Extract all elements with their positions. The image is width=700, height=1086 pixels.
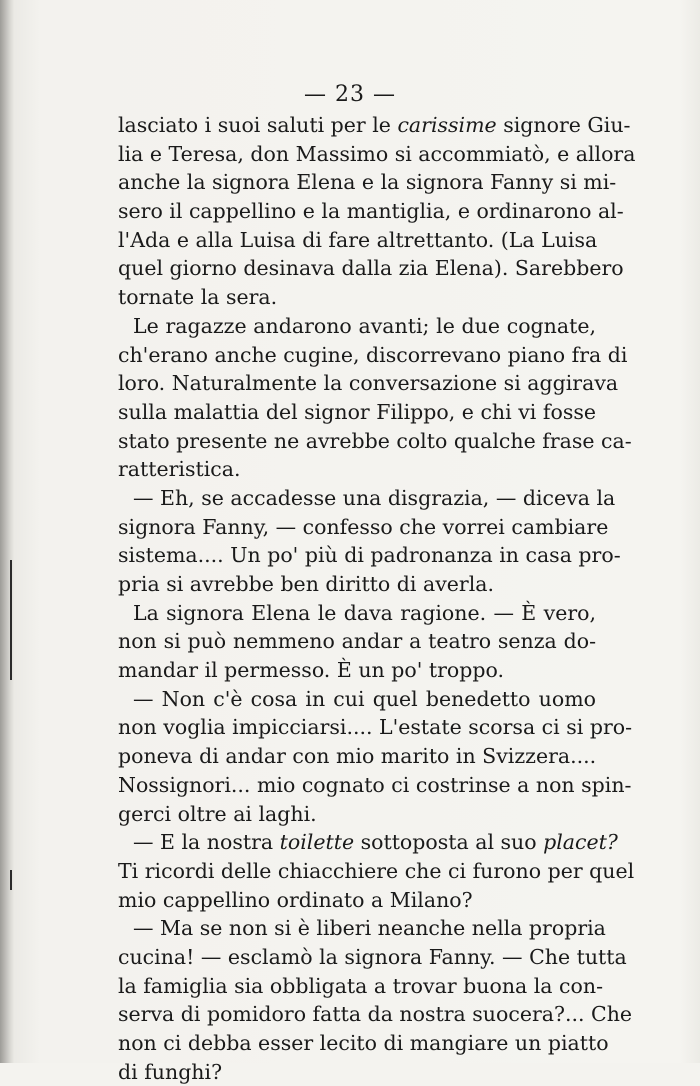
text-run: — Ma se non si è liberi neanche nella propria [133,916,606,941]
text-line [118,886,596,915]
margin-mark [10,560,12,680]
text-line [118,312,596,341]
text-run: poneva di andar con mio marito in Svizzera.... [118,744,597,769]
text-line [118,484,616,513]
text-run: lia e Teresa, don Massimo si accommiatò, e allora [118,141,636,166]
text-run: cucina! — esclamò la signora Fanny. — Che tutta [118,944,627,969]
text-line [118,599,596,628]
text-run: Le ragazze andarono avanti; le due cognate, [133,313,596,338]
text-line [118,713,633,742]
text-run: gerci oltre ai laghi. [118,801,317,826]
text-run: pria si avrebbe ben diritto di averla. [118,572,495,596]
text-run: serva di pomidoro fatta da nostra suocera?... Che [118,1002,633,1027]
text-line [118,1029,609,1058]
text-line [118,828,618,857]
text-run: lasciato i suoi saluti per le [118,113,398,137]
text-run: la famiglia sia obbligata a trovar buona la con- [118,973,604,998]
text-run: mio cappellino ordinato a Milano? [118,887,473,912]
text-run: signore Giu- [496,113,631,137]
italic-text: toilette [279,830,355,855]
text-run: l'Ada e alla Luisa di fare altrettanto. (La Luisa [118,227,598,252]
text-run: sero il cappellino e la mantiglia, e ordinarono al- [118,199,624,224]
text-line [118,857,635,886]
text-run: — Eh, se accadesse una disgrazia, — diceva la [133,485,616,510]
text-line [118,541,621,570]
text-run: — Non c'è cosa in cui quel benedetto uomo [133,686,596,711]
margin-mark [10,870,12,890]
text-line [118,742,596,771]
text-run: non si può nemmeno andar a teatro senza do- [118,629,596,654]
text-run: anche la signora Elena e la signora Fanny si mi- [118,170,617,195]
text-line [118,513,609,542]
text-line [118,800,596,829]
text-run: non voglia impicciarsi.... L'estate scorsa ci si pro- [118,715,633,740]
text-line [118,914,606,943]
text-line [118,1058,596,1086]
text-run: La signora Elena le dava ragione. — È vero, [133,600,596,625]
text-line [118,341,628,370]
text-line [118,168,617,197]
page-number: — 23 — [304,82,396,107]
text-line [118,427,632,456]
text-line [118,254,624,283]
text-run: ch'erano anche cugine, discorrevano piano fra di [118,342,628,367]
italic-text: carissime [397,113,497,137]
text-run: — E la nostra [133,830,280,855]
text-line [118,771,632,800]
text-run: sulla malattia del signor Filippo, e chi vi fosse [118,399,596,424]
text-line [118,283,596,312]
text-run: Ti ricordi delle chiacchiere che ci furono per quel [118,858,635,883]
text-line [118,369,619,398]
text-run: ratteristica. [118,457,241,482]
text-line [118,972,604,1001]
text-line [118,226,596,255]
text-run: sottoposta al suo [354,830,544,855]
text-line [118,570,596,599]
text-run: non ci debba esser lecito di mangiare un piatto [118,1031,609,1055]
text-line [118,1000,633,1029]
text-line [118,685,596,714]
text-run: quel giorno desinava dalla zia Elena). Sarebbero [118,256,624,281]
text-run: sistema.... Un po' più di padronanza in casa pro- [118,543,621,568]
text-line [118,943,627,972]
text-line [118,111,631,140]
text-run: loro. Naturalmente la conversazione si aggirava [118,371,619,396]
text-run: di funghi? [118,1059,223,1084]
text-run: Nossignori... mio cognato ci costrinse a non spin- [118,772,632,797]
text-run: stato presente ne avrebbe colto qualche frase ca- [118,428,632,453]
text-run: signora Fanny, — confesso che vorrei cambiare [118,514,609,539]
binding-edge [0,0,14,1063]
text-run: mandar il permesso. È un po' troppo. [118,658,504,683]
text-line [118,140,636,169]
text-line [118,455,596,484]
italic-text: placet? [543,830,618,855]
text-line [118,197,624,226]
text-line [118,398,596,427]
text-line [118,656,596,685]
body-text [118,111,636,1086]
text-line [118,627,596,656]
text-run: tornate la sera. [118,285,278,310]
